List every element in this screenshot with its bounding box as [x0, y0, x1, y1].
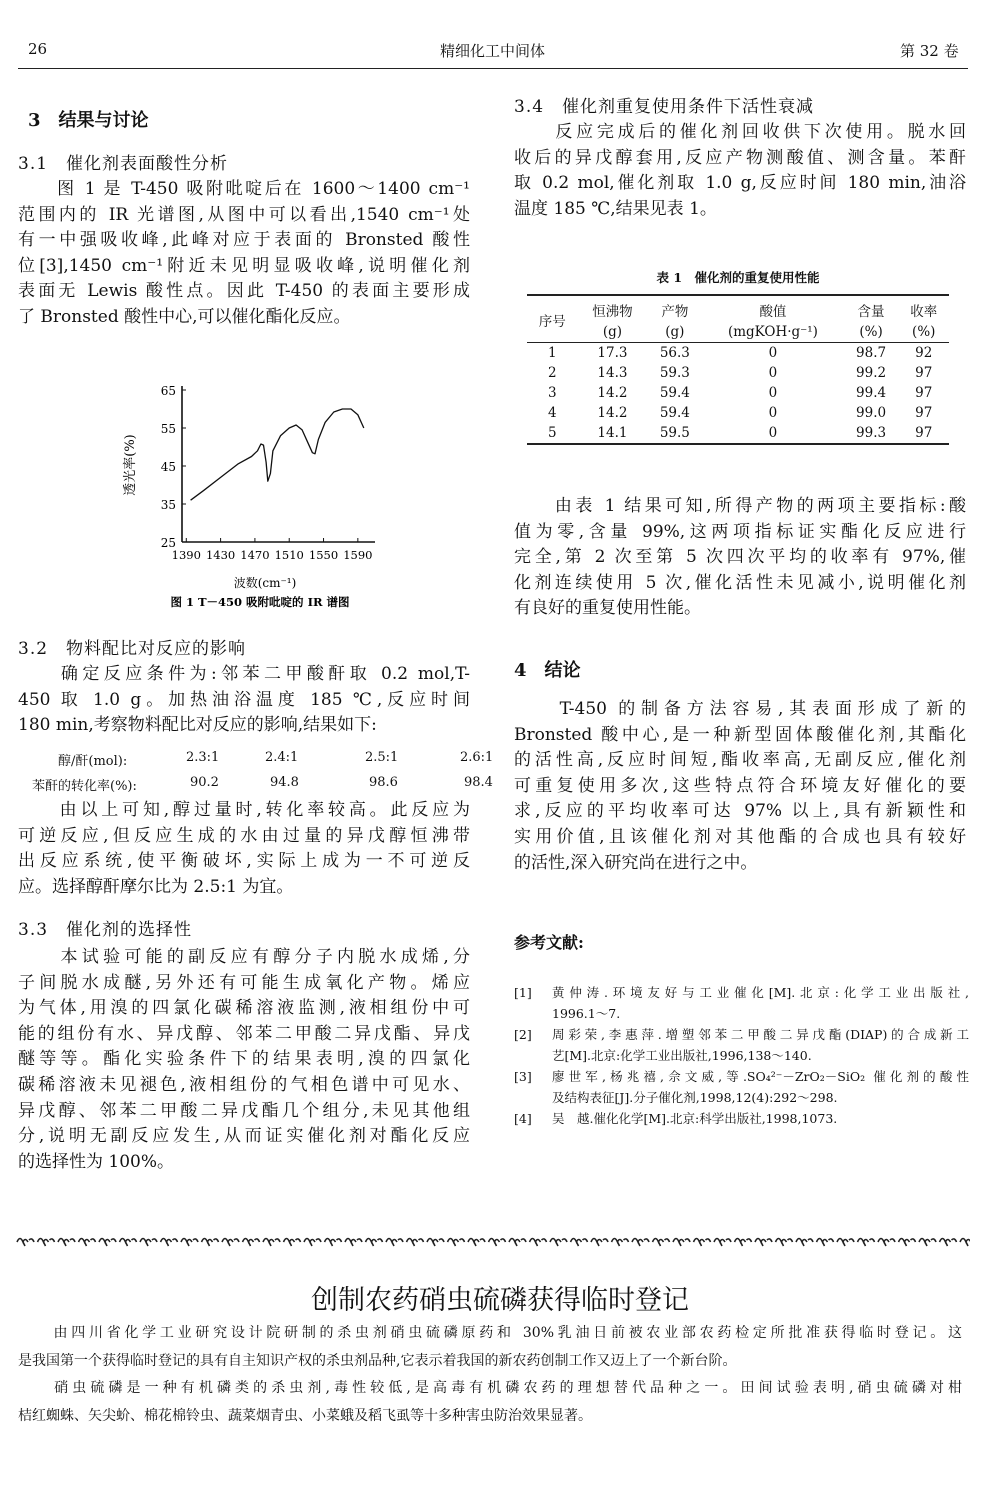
column-unit: (g) — [577, 322, 647, 343]
table-cell: 14.2 — [597, 405, 628, 421]
text-line: 的选择性为 100%。 — [18, 1151, 175, 1172]
journal-name: 精细化工中间体 — [440, 42, 546, 60]
reference-number: [2] — [514, 1027, 532, 1042]
reference-number: [3] — [514, 1069, 532, 1084]
table-cell: 14.1 — [577, 423, 647, 444]
table-cell: 56.3 — [659, 345, 690, 361]
section-3-2-discussion — [18, 798, 470, 900]
table-1 — [527, 268, 949, 445]
table-cell: 0 — [768, 365, 778, 381]
text-line: 由四川省化学工业研究设计院研制的杀虫剂硝虫硫磷原药和 30%乳油日前被农业部农药检定所批准获得临时登记。这 — [18, 1325, 962, 1341]
table-cell: 98.7 — [856, 345, 887, 361]
section-3-2-heading: 3.2 物料配比对反应的影响 — [18, 639, 247, 659]
table-row — [527, 403, 949, 423]
news-title: 创制农药硝虫硫磷获得临时登记 — [311, 1285, 689, 1316]
table-row — [527, 423, 949, 444]
table-cell: 14.2 — [597, 385, 628, 401]
text-line: 应。选择醇酐摩尔比为 2.5:1 为宜。 — [18, 876, 294, 897]
section-3-4-heading: 3.4 催化剂重复使用条件下活性衰减 — [514, 97, 815, 117]
text-line: 反应完成后的催化剂回收供下次使用。脱水回 — [514, 122, 966, 142]
column-header: 恒沸物 — [577, 295, 647, 322]
table-cell: 0 — [768, 405, 778, 421]
reference-text: 及结构表征[J].分子催化剂,1998,12(4):292～298. — [552, 1090, 838, 1105]
conversion-value: 90.2 — [190, 775, 219, 790]
text-line: 求,反应的平均收率可达 97% 以上,具有新颖性和 — [514, 801, 966, 822]
ir-spectrum-chart — [100, 370, 400, 615]
table-cell: 5 — [527, 423, 577, 444]
text-line: 有一中强吸收峰,此峰对应于表面的 Bronsted 酸性 — [18, 230, 470, 251]
table-cell: 0 — [702, 423, 843, 444]
table-cell: 3 — [547, 385, 557, 401]
chart-x-label: 波数(cm⁻¹) — [233, 576, 297, 590]
y-tick-label: 35 — [160, 498, 176, 512]
section-3-3-text — [18, 945, 470, 1175]
ornament-divider — [15, 1232, 970, 1248]
text-line: 收后的异戊醇套用,反应产物测酸值、测含量。苯酐 — [514, 147, 966, 168]
text-line: 醚等等。酯化实验条件下的结果表明,溴的四氯化 — [18, 1049, 470, 1070]
reference-item — [514, 1024, 969, 1066]
conversion-value: 98.6 — [369, 775, 398, 790]
text-line: 由以上可知,醇过量时,转化率较高。此反应为 — [18, 800, 470, 820]
section-3-2-text — [18, 662, 470, 739]
column-header: 序号 — [527, 295, 577, 343]
ratio-row-label: 醇/酐(mol): — [58, 754, 128, 769]
table-cell: 59.4 — [659, 405, 690, 421]
references-heading: 参考文献: — [514, 933, 584, 952]
text-line: 位[3],1450 cm⁻¹附近未见明显吸收峰,说明催化剂 — [18, 255, 470, 276]
table-cell: 99.3 — [844, 423, 899, 444]
text-line: 可逆反应,但反应生成的水由过量的异戊醇恒沸带 — [18, 825, 470, 846]
column-header: 含量 — [844, 295, 899, 322]
column-unit: (mgKOH·g⁻¹) — [702, 322, 843, 343]
spectrum-line — [191, 409, 364, 500]
x-tick-label: 1390 — [171, 548, 201, 562]
table-cell: 0 — [768, 385, 778, 401]
column-unit: (%) — [898, 322, 949, 343]
header-rule — [18, 68, 968, 69]
y-tick-label: 65 — [160, 384, 176, 398]
ratio-value: 2.3:1 — [186, 750, 220, 765]
table-row — [527, 383, 949, 403]
table-cell: 0 — [768, 345, 778, 361]
text-line: 是我国第一个获得临时登记的具有自主知识产权的杀虫剂品种,它表示着我国的新农药创制工作又迈上了一个新台阶。 — [18, 1352, 737, 1369]
section-3-3-heading: 3.3 催化剂的选择性 — [18, 920, 193, 940]
text-line: 温度 185 ℃,结果见表 1。 — [514, 198, 717, 219]
text-line: 分,说明无副反应发生,从而证实催化剂对酯化反应 — [18, 1126, 470, 1147]
section-3-4-text — [514, 120, 966, 222]
table-row — [527, 363, 949, 383]
text-line: 实用价值,且该催化剂对其他酯的合成也具有较好 — [514, 826, 966, 847]
table-cell: 99.2 — [856, 365, 887, 381]
reference-text: 黄仲涛.环境友好与工业催化[M].北京:化学工业出版社, — [552, 985, 969, 1000]
table-cell: 59.3 — [659, 365, 690, 381]
text-line: 取 0.2 mol,催化剂取 1.0 g,反应时间 180 min,油浴 — [514, 173, 966, 194]
conversion-row-label: 苯酐的转化率(%): — [32, 779, 137, 794]
y-tick-label: 55 — [160, 422, 176, 436]
text-line: 的活性高,反应时间短,酯收率高,无副反应,催化剂 — [514, 750, 966, 771]
text-line: 本试验可能的副反应有醇分子内脱水成烯,分 — [18, 947, 470, 967]
text-line: 可重复使用多次,这些特点符合环境友好催化的要 — [514, 775, 966, 796]
section-3-1-text — [18, 177, 470, 331]
table-cell: 99.4 — [856, 385, 887, 401]
text-line: Bronsted 酸中心,是一种新型固体酸催化剂,其酯化 — [514, 724, 966, 745]
reference-number: [1] — [514, 985, 532, 1000]
table-cell: 92 — [915, 345, 933, 361]
reuse-performance-table — [527, 294, 949, 445]
text-line: 硝虫硫磷是一种有机磷类的杀虫剂,毒性较低,是高毒有机磷农药的理想替代品种之一。田间试验表明,硝虫硫磷对柑 — [18, 1380, 962, 1396]
section-3-heading: 3 结果与讨论 — [28, 110, 149, 131]
table-cell: 97 — [915, 405, 933, 421]
text-line: 图 1 是 T-450 吸附吡啶后在 1600～1400 cm⁻¹ — [18, 179, 470, 199]
reference-text: 周彩荣,李惠萍.增塑邻苯二甲酸二异戊酯(DIAP)的合成新工 — [552, 1027, 969, 1042]
text-line: 表面无 Lewis 酸性点。因此 T-450 的表面主要形成 — [18, 281, 470, 302]
text-line: 180 min,考察物料配比对反应的影响,结果如下: — [18, 715, 377, 736]
news-text — [18, 1320, 962, 1430]
reference-text: 廖世军,杨兆禧,佘文威,等.SO₄²⁻－ZrO₂－SiO₂ 催化剂的酸性 — [552, 1069, 969, 1084]
reference-text: 艺[M].北京:化学工业出版社,1996,138～140. — [552, 1048, 812, 1063]
x-tick-label: 1510 — [274, 548, 304, 562]
reference-list — [514, 982, 969, 1129]
column-unit: (g) — [647, 322, 702, 343]
text-line: 由表 1 结果可知,所得产物的两项主要指标:酸 — [514, 496, 966, 516]
text-line: 了 Bronsted 酸性中心,可以催化酯化反应。 — [18, 306, 351, 327]
table-cell: 14.3 — [597, 365, 628, 381]
table-cell: 59.4 — [659, 385, 690, 401]
column-header: 酸值 — [702, 295, 843, 322]
text-line: 确定反应条件为:邻苯二甲酸酐取 0.2 mol,T- — [18, 664, 470, 684]
text-line: 范围内的 IR 光谱图,从图中可以看出,1540 cm⁻¹处 — [18, 204, 470, 225]
column-header: 收率 — [898, 295, 949, 322]
reference-text: 吴 越.催化化学[M].北京:科学出版社,1998,1073. — [552, 1111, 838, 1126]
x-tick-label: 1430 — [205, 548, 236, 562]
table-row — [527, 343, 949, 364]
volume-label: 第 32 卷 — [900, 42, 959, 60]
ratio-value: 2.6:1 — [460, 750, 494, 765]
table-cell: 99.0 — [856, 405, 887, 421]
table-1-caption: 表 1 催化剂的重复使用性能 — [656, 270, 820, 285]
conversion-value: 94.8 — [270, 775, 299, 790]
text-line: 桔红蜘蛛、矢尖蚧、棉花棉铃虫、蔬菜烟青虫、小菜蛾及稻飞虱等十多种害虫防治效果显著。 — [18, 1407, 592, 1424]
text-line: 完全,第 2 次至第 5 次四次平均的收率有 97%,催 — [514, 547, 966, 568]
x-tick-label: 1470 — [240, 548, 270, 562]
conversion-value: 98.4 — [464, 775, 493, 790]
text-line: T-450 的制备方法容易,其表面形成了新的 — [514, 699, 966, 719]
text-line: 值为零,含量 99%,这两项指标证实酯化反应进行 — [514, 521, 966, 542]
table-cell: 17.3 — [597, 345, 628, 361]
text-line: 异戊醇、邻苯二甲酸二异戊酯几个组分,未见其他组 — [18, 1100, 470, 1121]
y-tick-label: 45 — [160, 460, 176, 474]
ratio-table — [32, 750, 550, 794]
section-3-1-heading: 3.1 催化剂表面酸性分析 — [18, 154, 229, 174]
table-cell: 4 — [547, 405, 557, 421]
ratio-value: 2.4:1 — [265, 750, 299, 765]
text-line: 碳稀溶液未见褪色,液相组份的气相色谱中可见水、 — [18, 1074, 470, 1095]
table-cell: 1 — [547, 345, 557, 361]
ratio-value: 2.5:1 — [365, 750, 399, 765]
table-cell: 97 — [898, 423, 949, 444]
text-line: 的活性,深入研究尚在进行之中。 — [514, 852, 758, 873]
text-line: 有良好的重复使用性能。 — [514, 598, 701, 619]
x-tick-label: 1590 — [343, 548, 373, 562]
reference-item — [514, 1108, 969, 1129]
text-line: 为气体,用溴的四氯化碳稀溶液监测,液相组份中可 — [18, 998, 470, 1019]
text-line: 能的组份有水、异戊醇、邻苯二甲酸二异戊酯、异戊 — [18, 1023, 470, 1044]
page-number: 26 — [28, 40, 48, 58]
column-unit: (%) — [844, 322, 899, 343]
y-tick-label: 25 — [160, 536, 176, 550]
table-cell: 97 — [915, 365, 933, 381]
text-line: 子间脱水成醚,另外还有可能生成氧化产物。烯应 — [18, 972, 470, 993]
text-line: 450 取 1.0 g。加热油浴温度 185 ℃,反应时间 — [18, 689, 470, 710]
x-tick-label: 1550 — [308, 548, 339, 562]
reference-number: [4] — [514, 1111, 532, 1126]
conclusion-text — [514, 697, 966, 876]
reference-text: 1996.1～7. — [552, 1006, 621, 1021]
table-discussion-text — [514, 494, 966, 622]
column-header: 产物 — [647, 295, 702, 322]
reference-item — [514, 982, 969, 1024]
chart-caption: 图 1 T－450 吸附吡啶的 IR 谱图 — [170, 595, 350, 609]
table-cell: 59.5 — [647, 423, 702, 444]
text-line: 化剂连续使用 5 次,催化活性未见减小,说明催化剂 — [514, 572, 966, 593]
reference-item — [514, 1066, 969, 1108]
table-cell: 97 — [915, 385, 933, 401]
table-cell: 2 — [547, 365, 557, 381]
text-line: 出反应系统,使平衡破坏,实际上成为一不可逆反 — [18, 851, 470, 872]
section-4-heading: 4 结论 — [514, 660, 581, 681]
chart-y-label: 透光率(%) — [123, 434, 138, 496]
